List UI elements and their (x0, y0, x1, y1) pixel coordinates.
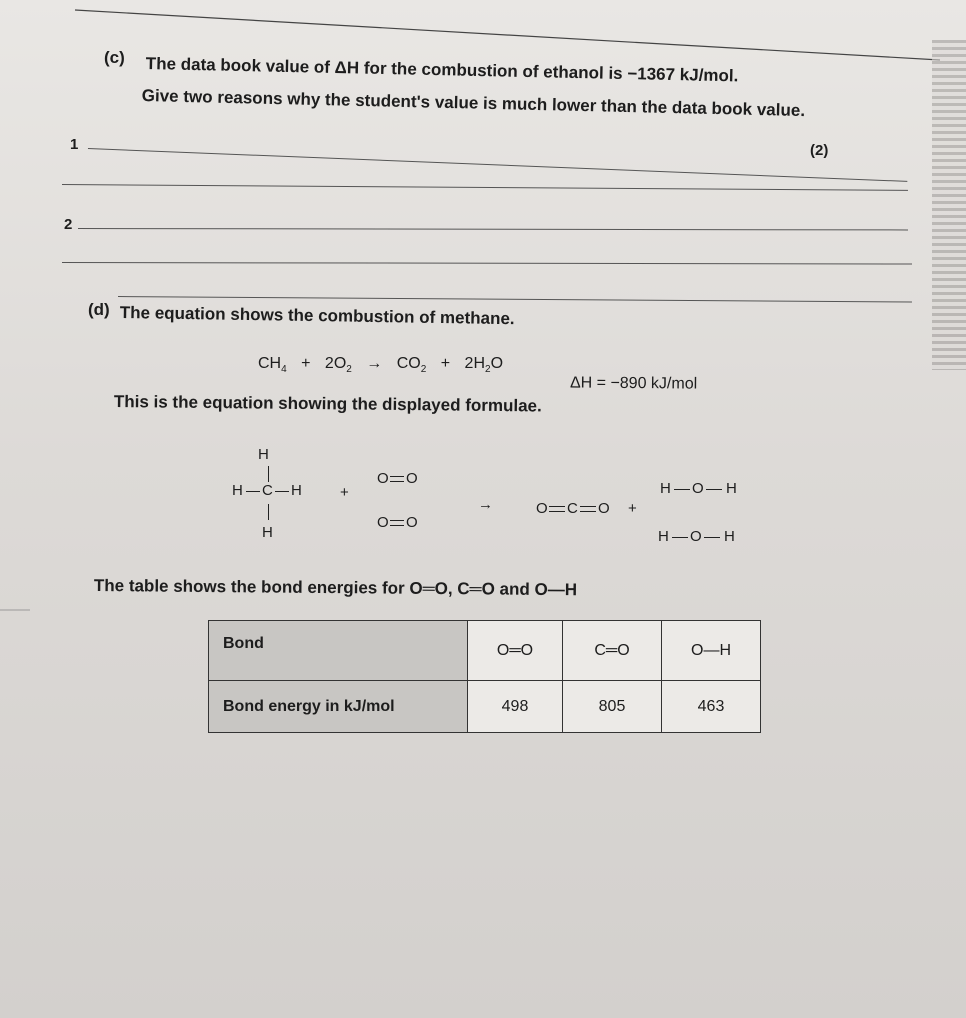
enthalpy-change: ΔH = −890 kJ/mol (569, 374, 698, 393)
atom-o: O (406, 514, 418, 531)
atom-h: H (232, 482, 243, 499)
single-bond (246, 491, 260, 492)
atom-o: O (406, 470, 418, 487)
question-c-label: (c) (104, 48, 125, 67)
atom-o: O (377, 470, 389, 487)
reaction-arrow: → (366, 355, 383, 372)
table-cell-energy: 498 (468, 681, 563, 733)
single-bond (672, 537, 688, 538)
formula-co2: $CO_2$ (396, 355, 427, 376)
plus-sign: + (440, 355, 451, 372)
formula-ch4: $CH_4$ (258, 355, 287, 376)
atom-h: H (258, 446, 269, 463)
atom-h: H (262, 524, 273, 541)
table-cell-energy: 805 (563, 681, 662, 733)
atom-o: O (598, 500, 610, 517)
table-header-bond: Bond (209, 621, 468, 681)
atom-h: H (726, 480, 737, 497)
atom-c: C (567, 500, 578, 517)
question-d-label: (d) (88, 300, 110, 319)
question-c-text: The data book value of ΔH for the combustion of ethanol is −1367 kJ/mol. (145, 54, 739, 86)
table-cell-bond: C═O (563, 621, 662, 681)
table-header-energy: Bond energy in kJ/mol (209, 681, 468, 733)
table-cell-bond: O—H (662, 621, 761, 681)
atom-o: O (692, 480, 704, 497)
plus-sign: + (340, 484, 349, 501)
answer-number-2: 2 (64, 216, 73, 233)
displayed-formulae-intro: This is the equation showing the displayed formulae. (113, 392, 542, 416)
binding-edge (932, 40, 966, 370)
formula-o2: $2O_2$ (324, 355, 352, 376)
plus-sign: + (301, 355, 311, 372)
atom-h: H (291, 482, 302, 499)
plus-sign: + (628, 500, 637, 517)
double-bond (390, 520, 404, 526)
double-bond (549, 506, 565, 512)
table-intro: The table shows the bond energies for O═O, C═O and O—H (93, 576, 578, 600)
atom-h: H (724, 528, 735, 545)
atom-h: H (658, 528, 669, 545)
atom-h: H (660, 480, 671, 497)
answer-number-1: 1 (70, 136, 79, 153)
atom-o: O (536, 500, 548, 517)
table-row (209, 621, 761, 681)
single-bond (268, 466, 269, 482)
reaction-arrow: → (478, 496, 493, 513)
methane-equation (258, 355, 503, 375)
double-bond (390, 476, 404, 482)
marks-label: (2) (810, 142, 829, 159)
formula-h2o: $2H_2O$ (464, 355, 504, 376)
atom-o: O (690, 528, 702, 545)
single-bond (706, 489, 722, 490)
single-bond (704, 537, 720, 538)
single-bond (268, 504, 269, 520)
atom-c: C (262, 482, 273, 499)
single-bond (674, 489, 690, 490)
question-c-prompt: Give two reasons why the student's value is much lower than the data book value. (141, 86, 806, 121)
table-row (209, 681, 761, 733)
question-d-text: The equation shows the combustion of methane. (119, 303, 515, 329)
bond-energy-table (208, 620, 761, 733)
table-cell-energy: 463 (662, 681, 761, 733)
table-cell-bond: O═O (468, 621, 563, 681)
atom-o: O (377, 514, 389, 531)
double-bond (580, 506, 596, 512)
single-bond (275, 491, 289, 492)
